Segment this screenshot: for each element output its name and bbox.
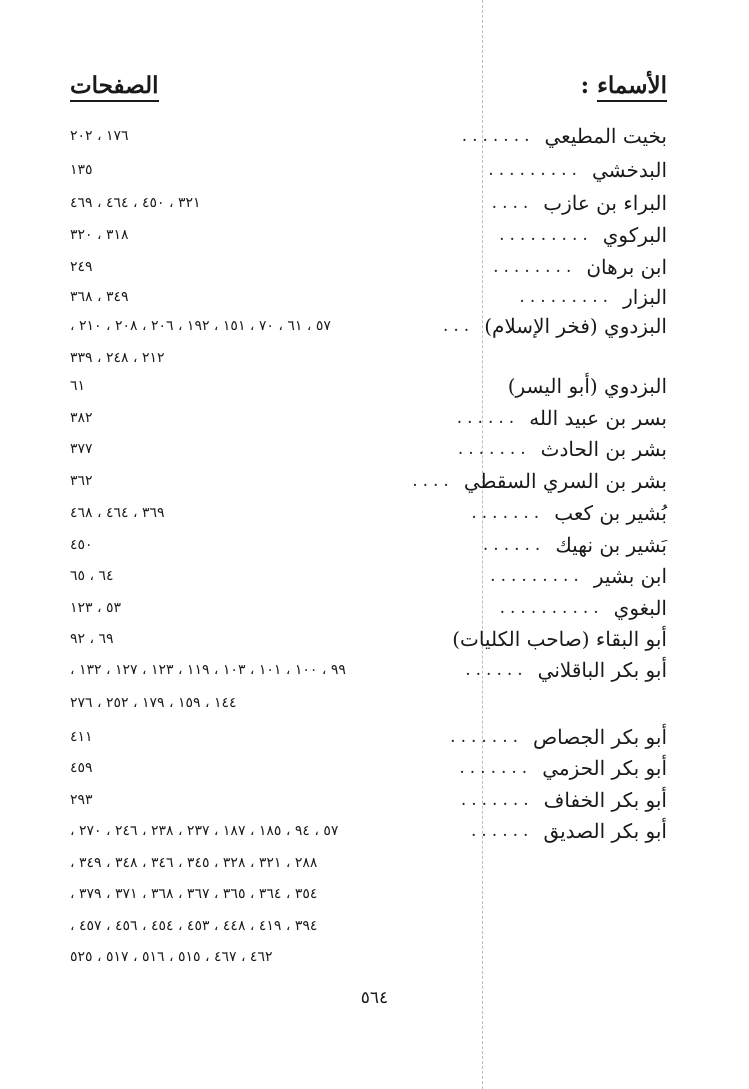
entry-pages: ٣٩٤ ، ٤١٩ ، ٤٤٨ ، ٤٥٣ ، ٤٥٤ ، ٤٥٦ ، ٤٥٧ ، <box>70 918 318 934</box>
entry-pages: ٢٤٩ <box>70 259 93 275</box>
index-row <box>0 593 749 623</box>
entry-name: بخيت المطيعي <box>544 124 667 148</box>
leader-dots: .......... <box>499 598 604 618</box>
entry-name: بشر بن السري السقطي <box>463 469 667 493</box>
entry-name: بَشير بن نهيك <box>555 533 667 557</box>
leader-dots: ......... <box>490 566 584 586</box>
index-row <box>0 911 749 941</box>
entry-name: البراء بن عازب <box>543 191 667 215</box>
entry-name: البزدوي (فخر الإسلام) <box>484 314 667 338</box>
index-row <box>0 220 749 250</box>
leader-dots: ....... <box>459 758 533 778</box>
index-row <box>0 722 749 752</box>
leader-dots: ...... <box>456 408 520 428</box>
index-row <box>0 785 749 815</box>
entry-name: بشر بن الحادث <box>540 437 667 461</box>
index-row <box>0 343 749 373</box>
index-row <box>0 155 749 185</box>
entry-name: البزار <box>623 285 667 309</box>
leader-dots: ....... <box>450 727 523 747</box>
index-row <box>0 188 749 218</box>
leader-dots: ....... <box>460 790 534 810</box>
index-row <box>0 311 749 341</box>
leader-dots: ...... <box>471 821 534 841</box>
index-row <box>0 403 749 433</box>
entry-pages: ٢٨٨ ، ٣٢١ ، ٣٢٨ ، ٣٤٥ ، ٣٤٦ ، ٣٤٨ ، ٣٤٩ ، <box>70 855 318 871</box>
index-row <box>0 561 749 591</box>
entry-pages: ٤٥٩ <box>70 760 93 776</box>
entry-name: أبو بكر الصديق <box>543 819 667 843</box>
entry-name: البركوي <box>602 223 667 247</box>
leader-dots: .... <box>491 193 534 213</box>
entry-pages: ٣٧٧ <box>70 441 93 457</box>
entry-pages: ٣٥٤ ، ٣٦٤ ، ٣٦٥ ، ٣٦٧ ، ٣٦٨ ، ٣٧١ ، ٣٧٩ ، <box>70 886 318 902</box>
index-row <box>0 498 749 528</box>
entry-name: أبو بكر الحزمي <box>542 756 667 780</box>
leader-dots: ......... <box>499 225 593 245</box>
leader-dots: ........ <box>493 257 577 277</box>
entry-name: البزدوي (أبو اليسر) <box>507 374 667 398</box>
leader-dots: ....... <box>471 503 545 523</box>
leader-dots: ....... <box>457 439 531 459</box>
index-row <box>0 848 749 878</box>
entry-name: أبو بكر الخفاف <box>543 788 667 812</box>
entry-name: أبو بكر الجصاص <box>533 725 667 749</box>
leader-dots: .... <box>412 471 454 491</box>
index-row <box>0 942 749 972</box>
index-row <box>0 655 749 685</box>
page-number: ٥٦٤ <box>360 988 389 1008</box>
entry-pages: ٢٩٣ <box>70 792 93 808</box>
entry-name: بُشير بن كعب <box>554 501 667 525</box>
names-header-label: الأسماء <box>597 72 667 102</box>
index-row <box>0 466 749 496</box>
entry-pages: ٥٣ ، ١٢٣ <box>70 600 122 616</box>
leader-dots: ......... <box>519 287 614 307</box>
entry-pages: ٣٢١ ، ٤٥٠ ، ٤٦٤ ، ٤٦٩ <box>70 195 201 211</box>
entry-name: ابن بشير <box>593 564 667 588</box>
index-row <box>0 434 749 464</box>
leader-dots: ... <box>442 316 475 336</box>
entry-pages: ٤٦٢ ، ٤٦٧ ، ٥١٥ ، ٥١٦ ، ٥١٧ ، ٥٢٥ <box>70 949 273 965</box>
leader-dots: ...... <box>465 660 528 680</box>
entry-pages: ٣٦٢ <box>70 473 93 489</box>
index-row <box>0 371 749 401</box>
entry-pages: ٤٥٠ <box>70 537 93 553</box>
entry-pages: ٦١ <box>70 378 86 394</box>
entry-name: أبو البقاء (صاحب الكليات) <box>452 627 667 651</box>
entry-pages: ١٧٦ ، ٢٠٢ <box>70 128 129 144</box>
entry-pages: ٢١٢ ، ٢٤٨ ، ٣٣٩ <box>70 350 165 366</box>
entry-pages: ١٣٥ <box>70 162 93 178</box>
entry-pages: ٣٦٩ ، ٤٦٤ ، ٤٦٨ <box>70 505 165 521</box>
entry-pages: ٣٤٩ ، ٣٦٨ <box>70 289 129 305</box>
entry-pages: ٥٧ ، ٩٤ ، ١٨٥ ، ١٨٧ ، ٢٣٧ ، ٢٣٨ ، ٢٤٦ ، ٢٧٠ ، <box>70 823 339 839</box>
entry-pages: ١٤٤ ، ١٥٩ ، ١٧٩ ، ٢٥٢ ، ٢٧٦ <box>70 695 237 711</box>
index-row <box>0 252 749 282</box>
entry-pages: ٤١١ <box>70 729 93 745</box>
entry-name: البغوي <box>613 596 667 620</box>
entry-name: البدخشي <box>591 158 667 182</box>
index-row <box>0 282 749 312</box>
entry-pages: ٦٩ ، ٩٢ <box>70 631 114 647</box>
leader-dots: ......... <box>488 160 582 180</box>
index-row <box>0 624 749 654</box>
names-header-colon: : <box>580 72 590 99</box>
entry-name: أبو بكر الباقلاني <box>537 658 667 682</box>
entry-pages: ٥٧ ، ٦١ ، ٧٠ ، ١٥١ ، ١٩٢ ، ٢٠٦ ، ٢٠٨ ، ٢١٠ ، <box>70 318 331 334</box>
entry-pages: ٦٤ ، ٦٥ <box>70 568 114 584</box>
leader-dots: ...... <box>482 535 546 555</box>
leader-dots: ....... <box>461 126 535 146</box>
index-row <box>0 816 749 846</box>
index-row <box>0 530 749 560</box>
entry-name: بسر بن عبيد الله <box>529 406 667 430</box>
index-row <box>0 753 749 783</box>
index-row <box>0 688 749 718</box>
entry-pages: ٣٨٢ <box>70 410 93 426</box>
entry-name: ابن برهان <box>586 255 667 279</box>
entry-pages: ٣١٨ ، ٣٢٠ <box>70 227 129 243</box>
index-row <box>0 879 749 909</box>
pages-column-header: الصفحات <box>70 72 159 102</box>
index-row <box>0 121 749 151</box>
entry-pages: ٩٩ ، ١٠٠ ، ١٠١ ، ١٠٣ ، ١١٩ ، ١٢٣ ، ١٢٧ ، ١٣٢ ، <box>70 662 346 678</box>
